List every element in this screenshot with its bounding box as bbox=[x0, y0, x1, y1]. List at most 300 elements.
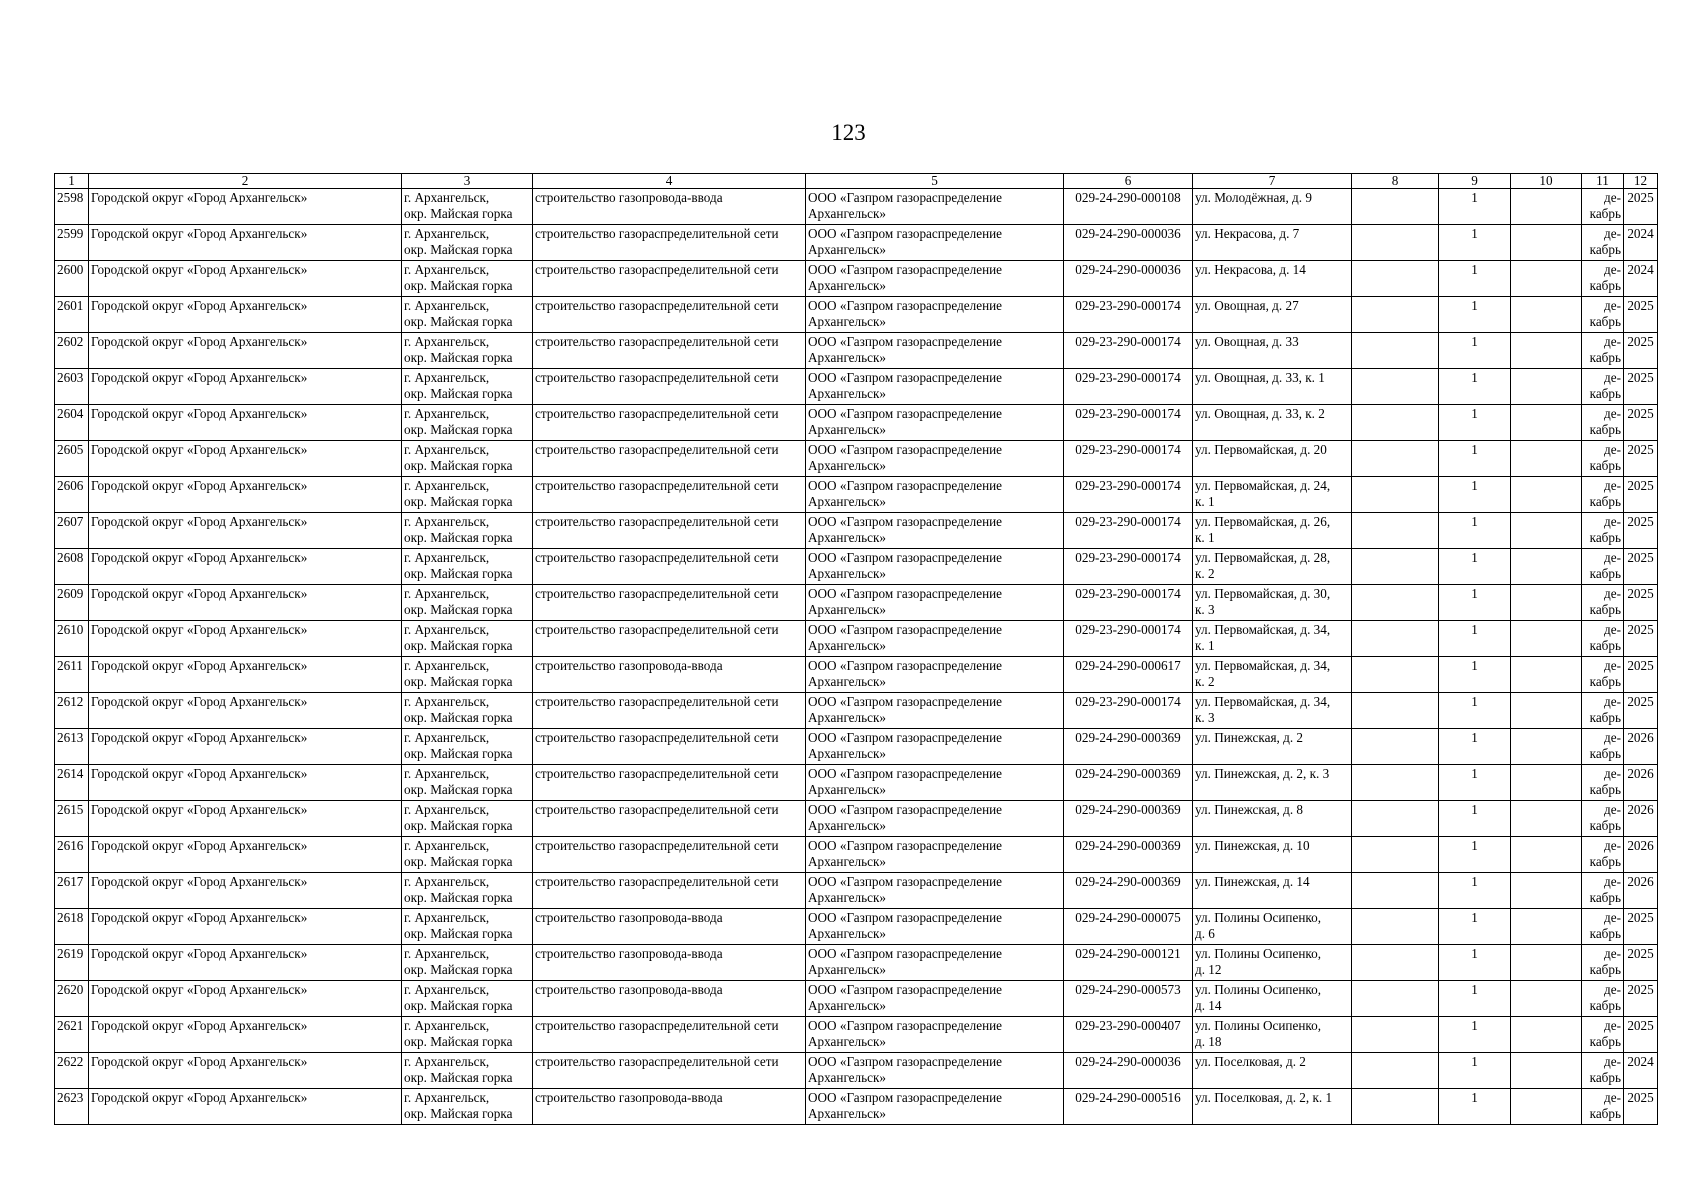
count-cell: 1 bbox=[1439, 873, 1511, 909]
table-row bbox=[55, 657, 1658, 693]
count-cell: 1 bbox=[1439, 657, 1511, 693]
organization-line-2: Архангельск» bbox=[808, 422, 886, 437]
locality-line-1: г. Архангельск, bbox=[404, 586, 490, 601]
month-cell bbox=[1582, 369, 1624, 405]
column-number: 9 bbox=[1439, 174, 1511, 189]
organization-cell bbox=[806, 693, 1064, 729]
row-number-cell: 2606 bbox=[55, 477, 89, 513]
organization-line-2: Архангельск» bbox=[808, 962, 886, 977]
table-row bbox=[55, 405, 1658, 441]
locality-line-2: окр. Майская горка bbox=[404, 350, 513, 365]
address-cell bbox=[1193, 765, 1352, 801]
locality-cell bbox=[402, 369, 533, 405]
count-cell: 1 bbox=[1439, 801, 1511, 837]
work-type-cell: строительство газораспределительной сети bbox=[533, 585, 806, 621]
organization-cell bbox=[806, 297, 1064, 333]
organization-cell bbox=[806, 477, 1064, 513]
organization-line-2: Архангельск» bbox=[808, 206, 886, 221]
row-number-cell: 2614 bbox=[55, 765, 89, 801]
program-code-cell: 029-24-290-000573 bbox=[1064, 981, 1193, 1017]
row-number-cell: 2601 bbox=[55, 297, 89, 333]
locality-line-1: г. Архангельск, bbox=[404, 838, 490, 853]
register-table bbox=[54, 173, 1658, 1125]
month-line-2: кабрь bbox=[1589, 638, 1621, 653]
address-line-1: ул. Первомайская, д. 34, bbox=[1195, 622, 1331, 637]
municipality-cell: Городской округ «Город Архангельск» bbox=[89, 549, 402, 585]
month-line-2: кабрь bbox=[1589, 530, 1621, 545]
municipality-cell: Городской округ «Город Архангельск» bbox=[89, 657, 402, 693]
year-cell: 2025 bbox=[1624, 549, 1658, 585]
column-10-cell bbox=[1511, 513, 1582, 549]
municipality-cell: Городской округ «Город Архангельск» bbox=[89, 909, 402, 945]
month-line-1: де- bbox=[1604, 226, 1621, 241]
row-number-cell: 2621 bbox=[55, 1017, 89, 1053]
locality-line-1: г. Архангельск, bbox=[404, 1090, 490, 1105]
organization-cell bbox=[806, 801, 1064, 837]
address-cell bbox=[1193, 477, 1352, 513]
column-8-cell bbox=[1352, 693, 1439, 729]
column-10-cell bbox=[1511, 621, 1582, 657]
locality-cell bbox=[402, 693, 533, 729]
work-type-cell: строительство газораспределительной сети bbox=[533, 1053, 806, 1089]
work-type-cell: строительство газораспределительной сети bbox=[533, 369, 806, 405]
organization-line-1: ООО «Газпром газораспределение bbox=[808, 298, 1003, 313]
locality-line-2: окр. Майская горка bbox=[404, 206, 513, 221]
count-cell: 1 bbox=[1439, 477, 1511, 513]
locality-line-1: г. Архангельск, bbox=[404, 730, 490, 745]
column-10-cell bbox=[1511, 405, 1582, 441]
table-row bbox=[55, 225, 1658, 261]
locality-cell bbox=[402, 261, 533, 297]
column-10-cell bbox=[1511, 729, 1582, 765]
month-line-2: кабрь bbox=[1589, 926, 1621, 941]
count-cell: 1 bbox=[1439, 297, 1511, 333]
organization-line-2: Архангельск» bbox=[808, 926, 886, 941]
work-type-cell: строительство газораспределительной сети bbox=[533, 873, 806, 909]
column-8-cell bbox=[1352, 189, 1439, 225]
column-number: 3 bbox=[402, 174, 533, 189]
address-line-1: ул. Первомайская, д. 30, bbox=[1195, 586, 1331, 601]
organization-line-1: ООО «Газпром газораспределение bbox=[808, 766, 1003, 781]
work-type-cell: строительство газораспределительной сети bbox=[533, 729, 806, 765]
row-number-cell: 2609 bbox=[55, 585, 89, 621]
program-code-cell: 029-23-290-000174 bbox=[1064, 549, 1193, 585]
column-10-cell bbox=[1511, 909, 1582, 945]
locality-line-1: г. Архангельск, bbox=[404, 514, 490, 529]
row-number-cell: 2613 bbox=[55, 729, 89, 765]
count-cell: 1 bbox=[1439, 765, 1511, 801]
month-line-2: кабрь bbox=[1589, 386, 1621, 401]
table-row bbox=[55, 261, 1658, 297]
work-type-cell: строительство газопровода-ввода bbox=[533, 1089, 806, 1125]
municipality-cell: Городской округ «Город Архангельск» bbox=[89, 1017, 402, 1053]
address-cell bbox=[1193, 333, 1352, 369]
locality-line-2: окр. Майская горка bbox=[404, 890, 513, 905]
row-number-cell: 2615 bbox=[55, 801, 89, 837]
count-cell: 1 bbox=[1439, 369, 1511, 405]
locality-cell bbox=[402, 729, 533, 765]
year-cell: 2026 bbox=[1624, 801, 1658, 837]
month-line-2: кабрь bbox=[1589, 602, 1621, 617]
row-number-cell: 2603 bbox=[55, 369, 89, 405]
column-8-cell bbox=[1352, 369, 1439, 405]
municipality-cell: Городской округ «Город Архангельск» bbox=[89, 369, 402, 405]
table-row bbox=[55, 585, 1658, 621]
column-8-cell bbox=[1352, 225, 1439, 261]
month-cell bbox=[1582, 549, 1624, 585]
column-number: 12 bbox=[1624, 174, 1658, 189]
organization-cell bbox=[806, 441, 1064, 477]
organization-line-2: Архангельск» bbox=[808, 278, 886, 293]
program-code-cell: 029-24-290-000369 bbox=[1064, 873, 1193, 909]
month-cell bbox=[1582, 405, 1624, 441]
row-number-cell: 2608 bbox=[55, 549, 89, 585]
month-line-2: кабрь bbox=[1589, 242, 1621, 257]
organization-line-1: ООО «Газпром газораспределение bbox=[808, 730, 1003, 745]
column-10-cell bbox=[1511, 297, 1582, 333]
table-row bbox=[55, 1089, 1658, 1125]
address-line-1: ул. Первомайская, д. 28, bbox=[1195, 550, 1331, 565]
municipality-cell: Городской округ «Город Архангельск» bbox=[89, 837, 402, 873]
organization-line-2: Архангельск» bbox=[808, 494, 886, 509]
program-code-cell: 029-23-290-000174 bbox=[1064, 405, 1193, 441]
organization-line-2: Архангельск» bbox=[808, 566, 886, 581]
count-cell: 1 bbox=[1439, 1053, 1511, 1089]
column-10-cell bbox=[1511, 261, 1582, 297]
organization-cell bbox=[806, 333, 1064, 369]
address-line-1: ул. Первомайская, д. 20 bbox=[1195, 442, 1327, 457]
locality-line-2: окр. Майская горка bbox=[404, 998, 513, 1013]
address-line-2: к. 2 bbox=[1195, 674, 1215, 689]
address-cell bbox=[1193, 801, 1352, 837]
month-line-1: де- bbox=[1604, 802, 1621, 817]
program-code-cell: 029-23-290-000174 bbox=[1064, 585, 1193, 621]
column-10-cell bbox=[1511, 225, 1582, 261]
address-cell bbox=[1193, 369, 1352, 405]
row-number-cell: 2611 bbox=[55, 657, 89, 693]
address-cell bbox=[1193, 225, 1352, 261]
column-8-cell bbox=[1352, 981, 1439, 1017]
month-cell bbox=[1582, 873, 1624, 909]
locality-line-1: г. Архангельск, bbox=[404, 370, 490, 385]
count-cell: 1 bbox=[1439, 621, 1511, 657]
address-line-1: ул. Некрасова, д. 7 bbox=[1195, 226, 1300, 241]
organization-line-1: ООО «Газпром газораспределение bbox=[808, 442, 1003, 457]
municipality-cell: Городской округ «Город Архангельск» bbox=[89, 729, 402, 765]
year-cell: 2025 bbox=[1624, 333, 1658, 369]
locality-line-1: г. Архангельск, bbox=[404, 298, 490, 313]
locality-line-2: окр. Майская горка bbox=[404, 746, 513, 761]
address-line-1: ул. Пинежская, д. 2 bbox=[1195, 730, 1304, 745]
organization-line-1: ООО «Газпром газораспределение bbox=[808, 226, 1003, 241]
address-cell bbox=[1193, 621, 1352, 657]
row-number-cell: 2607 bbox=[55, 513, 89, 549]
column-8-cell bbox=[1352, 837, 1439, 873]
column-8-cell bbox=[1352, 585, 1439, 621]
organization-line-1: ООО «Газпром газораспределение bbox=[808, 1054, 1003, 1069]
month-line-2: кабрь bbox=[1589, 458, 1621, 473]
month-cell bbox=[1582, 513, 1624, 549]
address-line-1: ул. Овощная, д. 33 bbox=[1195, 334, 1299, 349]
locality-cell bbox=[402, 801, 533, 837]
column-8-cell bbox=[1352, 729, 1439, 765]
address-line-1: ул. Полины Осипенко, bbox=[1195, 910, 1322, 925]
program-code-cell: 029-24-290-000369 bbox=[1064, 801, 1193, 837]
address-line-1: ул. Первомайская, д. 26, bbox=[1195, 514, 1331, 529]
month-cell bbox=[1582, 621, 1624, 657]
month-cell bbox=[1582, 657, 1624, 693]
locality-line-1: г. Архангельск, bbox=[404, 1018, 490, 1033]
locality-line-2: окр. Майская горка bbox=[404, 926, 513, 941]
organization-line-1: ООО «Газпром газораспределение bbox=[808, 586, 1003, 601]
program-code-cell: 029-23-290-000407 bbox=[1064, 1017, 1193, 1053]
organization-cell bbox=[806, 657, 1064, 693]
organization-cell bbox=[806, 765, 1064, 801]
month-line-1: де- bbox=[1604, 190, 1621, 205]
table-row bbox=[55, 873, 1658, 909]
municipality-cell: Городской округ «Город Архангельск» bbox=[89, 801, 402, 837]
organization-cell bbox=[806, 729, 1064, 765]
address-cell bbox=[1193, 297, 1352, 333]
address-cell bbox=[1193, 549, 1352, 585]
organization-cell bbox=[806, 621, 1064, 657]
row-number-cell: 2619 bbox=[55, 945, 89, 981]
organization-line-2: Архангельск» bbox=[808, 242, 886, 257]
year-cell: 2024 bbox=[1624, 261, 1658, 297]
organization-line-1: ООО «Газпром газораспределение bbox=[808, 982, 1003, 997]
program-code-cell: 029-24-290-000121 bbox=[1064, 945, 1193, 981]
organization-line-2: Архангельск» bbox=[808, 710, 886, 725]
locality-cell bbox=[402, 405, 533, 441]
address-cell bbox=[1193, 1089, 1352, 1125]
column-8-cell bbox=[1352, 441, 1439, 477]
address-cell bbox=[1193, 837, 1352, 873]
table-row bbox=[55, 477, 1658, 513]
table-row bbox=[55, 1017, 1658, 1053]
count-cell: 1 bbox=[1439, 549, 1511, 585]
program-code-cell: 029-24-290-000369 bbox=[1064, 765, 1193, 801]
count-cell: 1 bbox=[1439, 585, 1511, 621]
month-line-1: де- bbox=[1604, 658, 1621, 673]
column-10-cell bbox=[1511, 765, 1582, 801]
locality-cell bbox=[402, 1089, 533, 1125]
column-number: 6 bbox=[1064, 174, 1193, 189]
month-line-1: де- bbox=[1604, 1054, 1621, 1069]
column-8-cell bbox=[1352, 873, 1439, 909]
table-row bbox=[55, 837, 1658, 873]
organization-cell bbox=[806, 585, 1064, 621]
locality-line-1: г. Архангельск, bbox=[404, 694, 490, 709]
municipality-cell: Городской округ «Город Архангельск» bbox=[89, 405, 402, 441]
program-code-cell: 029-24-290-000369 bbox=[1064, 837, 1193, 873]
column-8-cell bbox=[1352, 1053, 1439, 1089]
year-cell: 2025 bbox=[1624, 513, 1658, 549]
column-8-cell bbox=[1352, 477, 1439, 513]
organization-line-2: Архангельск» bbox=[808, 314, 886, 329]
address-line-1: ул. Полины Осипенко, bbox=[1195, 982, 1322, 997]
locality-line-1: г. Архангельск, bbox=[404, 442, 490, 457]
organization-cell bbox=[806, 189, 1064, 225]
locality-line-2: окр. Майская горка bbox=[404, 1070, 513, 1085]
address-line-1: ул. Полины Осипенко, bbox=[1195, 1018, 1322, 1033]
work-type-cell: строительство газораспределительной сети bbox=[533, 837, 806, 873]
month-cell bbox=[1582, 801, 1624, 837]
year-cell: 2025 bbox=[1624, 477, 1658, 513]
month-line-1: де- bbox=[1604, 874, 1621, 889]
month-cell bbox=[1582, 189, 1624, 225]
program-code-cell: 029-23-290-000174 bbox=[1064, 369, 1193, 405]
address-line-1: ул. Первомайская, д. 24, bbox=[1195, 478, 1331, 493]
program-code-cell: 029-23-290-000174 bbox=[1064, 297, 1193, 333]
work-type-cell: строительство газораспределительной сети bbox=[533, 513, 806, 549]
locality-line-1: г. Архангельск, bbox=[404, 262, 490, 277]
address-line-2: д. 14 bbox=[1195, 998, 1222, 1013]
address-cell bbox=[1193, 945, 1352, 981]
month-cell bbox=[1582, 333, 1624, 369]
month-cell bbox=[1582, 765, 1624, 801]
municipality-cell: Городской округ «Город Архангельск» bbox=[89, 333, 402, 369]
organization-line-1: ООО «Газпром газораспределение bbox=[808, 694, 1003, 709]
program-code-cell: 029-23-290-000174 bbox=[1064, 621, 1193, 657]
organization-line-1: ООО «Газпром газораспределение bbox=[808, 1090, 1003, 1105]
year-cell: 2025 bbox=[1624, 585, 1658, 621]
column-10-cell bbox=[1511, 981, 1582, 1017]
row-number-cell: 2598 bbox=[55, 189, 89, 225]
month-line-1: де- bbox=[1604, 946, 1621, 961]
column-8-cell bbox=[1352, 657, 1439, 693]
organization-line-1: ООО «Газпром газораспределение bbox=[808, 802, 1003, 817]
month-line-1: де- bbox=[1604, 334, 1621, 349]
organization-line-2: Архангельск» bbox=[808, 458, 886, 473]
column-10-cell bbox=[1511, 693, 1582, 729]
work-type-cell: строительство газораспределительной сети bbox=[533, 261, 806, 297]
month-line-1: де- bbox=[1604, 406, 1621, 421]
count-cell: 1 bbox=[1439, 693, 1511, 729]
program-code-cell: 029-23-290-000174 bbox=[1064, 477, 1193, 513]
organization-line-2: Архангельск» bbox=[808, 1034, 886, 1049]
locality-line-1: г. Архангельск, bbox=[404, 946, 490, 961]
month-line-2: кабрь bbox=[1589, 890, 1621, 905]
work-type-cell: строительство газопровода-ввода bbox=[533, 945, 806, 981]
year-cell: 2026 bbox=[1624, 729, 1658, 765]
work-type-cell: строительство газораспределительной сети bbox=[533, 405, 806, 441]
column-number: 1 bbox=[55, 174, 89, 189]
organization-cell bbox=[806, 369, 1064, 405]
address-cell bbox=[1193, 981, 1352, 1017]
month-line-2: кабрь bbox=[1589, 350, 1621, 365]
column-8-cell bbox=[1352, 621, 1439, 657]
count-cell: 1 bbox=[1439, 441, 1511, 477]
locality-line-2: окр. Майская горка bbox=[404, 1034, 513, 1049]
year-cell: 2025 bbox=[1624, 369, 1658, 405]
month-line-1: де- bbox=[1604, 442, 1621, 457]
year-cell: 2024 bbox=[1624, 1053, 1658, 1089]
row-number-cell: 2602 bbox=[55, 333, 89, 369]
count-cell: 1 bbox=[1439, 189, 1511, 225]
table-row bbox=[55, 909, 1658, 945]
organization-line-1: ООО «Газпром газораспределение bbox=[808, 946, 1003, 961]
locality-line-1: г. Архангельск, bbox=[404, 1054, 490, 1069]
locality-line-2: окр. Майская горка bbox=[404, 602, 513, 617]
month-line-1: де- bbox=[1604, 370, 1621, 385]
municipality-cell: Городской округ «Город Архангельск» bbox=[89, 873, 402, 909]
row-number-cell: 2600 bbox=[55, 261, 89, 297]
work-type-cell: строительство газораспределительной сети bbox=[533, 801, 806, 837]
municipality-cell: Городской округ «Город Архангельск» bbox=[89, 765, 402, 801]
column-number-header-row bbox=[55, 174, 1658, 189]
locality-line-2: окр. Майская горка bbox=[404, 530, 513, 545]
organization-line-1: ООО «Газпром газораспределение bbox=[808, 1018, 1003, 1033]
column-10-cell bbox=[1511, 369, 1582, 405]
year-cell: 2026 bbox=[1624, 765, 1658, 801]
work-type-cell: строительство газопровода-ввода bbox=[533, 189, 806, 225]
address-cell bbox=[1193, 657, 1352, 693]
month-line-1: де- bbox=[1604, 478, 1621, 493]
address-cell bbox=[1193, 441, 1352, 477]
locality-line-2: окр. Майская горка bbox=[404, 458, 513, 473]
locality-cell bbox=[402, 1053, 533, 1089]
column-number: 10 bbox=[1511, 174, 1582, 189]
table-row bbox=[55, 333, 1658, 369]
work-type-cell: строительство газопровода-ввода bbox=[533, 981, 806, 1017]
month-cell bbox=[1582, 297, 1624, 333]
organization-line-1: ООО «Газпром газораспределение bbox=[808, 370, 1003, 385]
work-type-cell: строительство газораспределительной сети bbox=[533, 1017, 806, 1053]
work-type-cell: строительство газораспределительной сети bbox=[533, 549, 806, 585]
locality-cell bbox=[402, 621, 533, 657]
locality-line-2: окр. Майская горка bbox=[404, 1106, 513, 1121]
month-line-2: кабрь bbox=[1589, 1034, 1621, 1049]
column-number: 11 bbox=[1582, 174, 1624, 189]
address-line-2: д. 6 bbox=[1195, 926, 1215, 941]
month-cell bbox=[1582, 225, 1624, 261]
month-line-2: кабрь bbox=[1589, 854, 1621, 869]
month-line-1: де- bbox=[1604, 262, 1621, 277]
municipality-cell: Городской округ «Город Архангельск» bbox=[89, 477, 402, 513]
organization-line-2: Архангельск» bbox=[808, 1106, 886, 1121]
row-number-cell: 2604 bbox=[55, 405, 89, 441]
organization-line-1: ООО «Газпром газораспределение bbox=[808, 550, 1003, 565]
count-cell: 1 bbox=[1439, 981, 1511, 1017]
table-row bbox=[55, 801, 1658, 837]
program-code-cell: 029-24-290-000516 bbox=[1064, 1089, 1193, 1125]
column-8-cell bbox=[1352, 1017, 1439, 1053]
municipality-cell: Городской округ «Город Архангельск» bbox=[89, 981, 402, 1017]
month-line-1: де- bbox=[1604, 586, 1621, 601]
column-8-cell bbox=[1352, 405, 1439, 441]
program-code-cell: 029-23-290-000174 bbox=[1064, 513, 1193, 549]
locality-line-1: г. Архангельск, bbox=[404, 802, 490, 817]
program-code-cell: 029-24-290-000617 bbox=[1064, 657, 1193, 693]
address-line-2: к. 2 bbox=[1195, 566, 1215, 581]
locality-cell bbox=[402, 945, 533, 981]
organization-cell bbox=[806, 1053, 1064, 1089]
organization-line-1: ООО «Газпром газораспределение bbox=[808, 910, 1003, 925]
month-cell bbox=[1582, 693, 1624, 729]
address-line-2: к. 1 bbox=[1195, 530, 1215, 545]
row-number-cell: 2618 bbox=[55, 909, 89, 945]
year-cell: 2025 bbox=[1624, 909, 1658, 945]
column-8-cell bbox=[1352, 1089, 1439, 1125]
address-line-1: ул. Некрасова, д. 14 bbox=[1195, 262, 1306, 277]
count-cell: 1 bbox=[1439, 225, 1511, 261]
row-number-cell: 2610 bbox=[55, 621, 89, 657]
row-number-cell: 2605 bbox=[55, 441, 89, 477]
year-cell: 2025 bbox=[1624, 441, 1658, 477]
locality-line-2: окр. Майская горка bbox=[404, 566, 513, 581]
locality-line-2: окр. Майская горка bbox=[404, 278, 513, 293]
work-type-cell: строительство газораспределительной сети bbox=[533, 333, 806, 369]
